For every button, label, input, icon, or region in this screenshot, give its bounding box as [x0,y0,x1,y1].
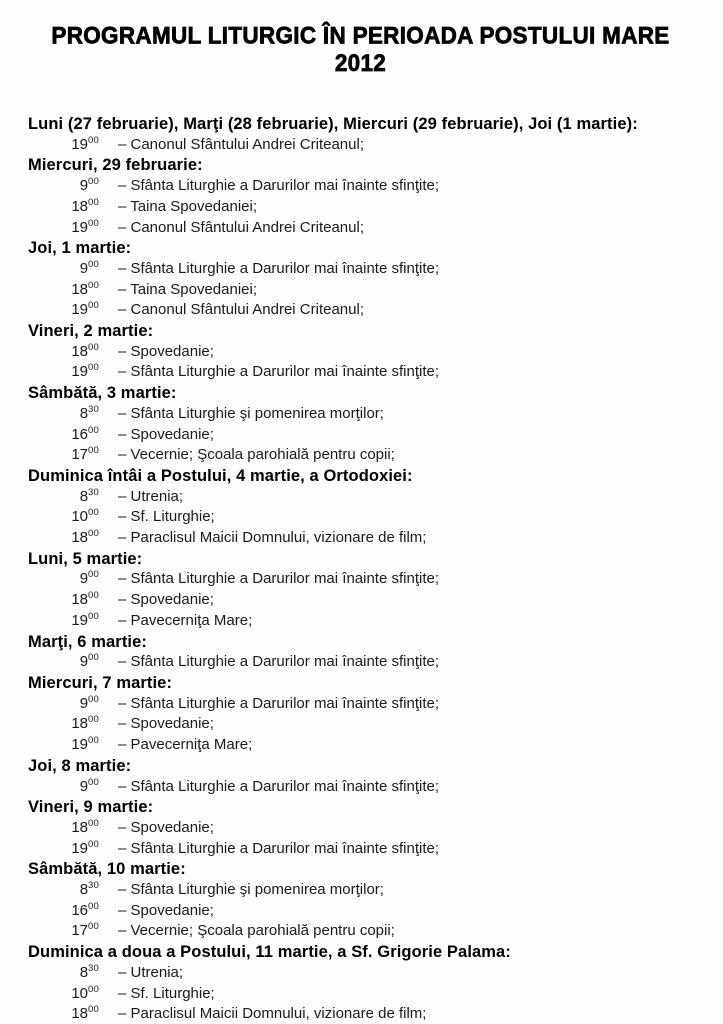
entry-time [28,445,99,466]
entry-minutes: 00 [88,279,99,291]
entry-description: – Sfânta Liturghie şi pomenirea morţilor; [118,881,384,899]
entry-minutes: 00 [88,590,99,602]
entry-minutes: 00 [88,196,99,208]
entry-minutes: 00 [88,300,99,312]
entry-description: – Sfânta Liturghie a Darurilor mai înainte sfinţite; [118,653,439,671]
entry-minutes: 30 [88,403,99,415]
entry-hour: 18 [71,280,89,298]
entry-minutes: 00 [88,838,99,850]
entry-description: – Canonul Sfântului Andrei Criteanul; [118,301,364,319]
schedule-entry [28,487,693,508]
entry-hour: 19 [71,736,89,754]
entry-hour: 19 [71,839,89,857]
entry-time [28,197,99,218]
schedule-entry [28,362,693,383]
entry-list [28,818,693,859]
entry-hour: 9 [79,777,89,795]
schedule-entry [28,404,693,425]
entry-list [28,777,693,798]
day-heading: Joi, 1 martie: [28,239,132,258]
entry-description: – Taina Spovedaniei; [118,197,257,215]
entry-minutes: 00 [88,362,99,374]
schedule-entry [28,259,693,280]
entry-minutes: 00 [88,900,99,912]
entry-hour: 19 [71,611,89,629]
schedule-entry [28,1004,693,1024]
schedule-entry [28,984,693,1005]
entry-description: – Spovedanie; [118,425,214,443]
entry-hour: 9 [79,694,89,712]
entry-hour: 18 [71,1005,89,1023]
entry-minutes: 00 [88,817,99,829]
entry-description: – Pavecerniţa Mare; [118,736,253,754]
entry-minutes: 00 [88,445,99,457]
entry-description: – Utrenia; [118,487,184,505]
entry-minutes: 00 [88,776,99,788]
entry-description: – Spovedanie; [118,818,214,836]
entry-description: – Sf. Liturghie; [118,508,215,526]
day-heading: Sâmbătă, 10 martie: [28,860,186,879]
entry-time [28,342,99,363]
day-heading: Duminica a doua a Postului, 11 martie, a Sf. Grigorie Palama: [28,943,511,962]
entry-minutes: 00 [88,176,99,188]
schedule-entry [28,901,693,922]
entry-hour: 18 [71,529,89,547]
entry-hour: 18 [71,591,89,609]
schedule-entry [28,425,693,446]
entry-description: – Pavecerniţa Mare; [118,611,253,629]
entry-hour: 8 [79,881,89,899]
entry-hour: 8 [79,404,89,422]
entry-time [28,507,99,528]
schedule-entry [28,652,693,673]
entry-hour: 18 [71,715,89,733]
entry-list [28,487,693,549]
schedule-entry [28,176,693,197]
entry-hour: 18 [71,342,89,360]
entry-list [28,135,693,156]
schedule-entry [28,507,693,528]
entry-time [28,901,99,922]
entry-minutes: 00 [88,921,99,933]
entry-description: – Utrenia; [118,963,184,981]
day-heading: Joi, 8 martie: [28,756,132,775]
entry-time [28,590,99,611]
entry-time [28,652,99,673]
entry-hour: 9 [79,570,89,588]
schedule-section [28,859,693,942]
entry-description: – Canonul Sfântului Andrei Criteanul; [118,218,364,236]
entry-description: – Sfânta Liturghie a Darurilor mai înainte sfinţite; [118,259,439,277]
entry-time [28,528,99,549]
entry-minutes: 00 [88,424,99,436]
schedule-section [28,114,693,155]
entry-description: – Taina Spovedaniei; [118,280,257,298]
schedule-entry [28,197,693,218]
entry-minutes: 00 [88,983,99,995]
schedule-entry [28,569,693,590]
entry-hour: 9 [79,177,89,195]
entry-minutes: 00 [88,217,99,229]
entry-description: – Sfânta Liturghie a Darurilor mai înainte sfinţite; [118,839,439,857]
entry-time [28,280,99,301]
entry-description: – Sfânta Liturghie a Darurilor mai înainte sfinţite; [118,694,439,712]
entry-minutes: 00 [88,569,99,581]
schedule-entry [28,921,693,942]
day-heading: Miercuri, 29 februarie: [28,156,203,175]
entry-time [28,818,99,839]
schedule-entry [28,528,693,549]
schedule-entry [28,135,693,156]
entry-time [28,259,99,280]
schedule-entry [28,714,693,735]
schedule-section [28,321,693,383]
entry-list [28,342,693,383]
entry-time [28,777,99,798]
entry-minutes: 00 [88,1004,99,1016]
entry-time [28,362,99,383]
entry-minutes: 00 [88,258,99,270]
entry-hour: 9 [79,259,89,277]
entry-description: – Vecernie; Şcoala parohială pentru copii; [118,446,395,464]
entry-minutes: 00 [88,714,99,726]
schedule-entry [28,963,693,984]
day-heading: Marţi, 6 martie: [28,632,147,651]
entry-description: – Sfânta Liturghie a Darurilor mai înainte sfinţite; [118,570,439,588]
entry-description: – Spovedanie; [118,715,214,733]
entry-list [28,652,693,673]
day-heading: Sâmbătă, 3 martie: [28,384,177,403]
day-heading: Vineri, 2 martie: [28,322,154,341]
entry-hour: 16 [71,425,89,443]
entry-hour: 19 [71,363,89,381]
entry-description: – Sfânta Liturghie şi pomenirea morţilor; [118,404,384,422]
entry-hour: 18 [71,197,89,215]
schedule-section [28,466,693,549]
entry-time [28,218,99,239]
entry-hour: 19 [71,301,89,319]
day-heading: Luni, 5 martie: [28,549,143,568]
entry-time [28,300,99,321]
schedule-entry [28,611,693,632]
schedule-entry [28,218,693,239]
schedule-entry [28,445,693,466]
entry-time [28,135,99,156]
entry-list [28,176,693,238]
entry-time [28,611,99,632]
entry-hour: 8 [79,487,89,505]
entry-description: – Sf. Liturghie; [118,984,215,1002]
schedule-section [28,673,693,756]
entry-description: – Sfânta Liturghie a Darurilor mai înainte sfinţite; [118,777,439,795]
entry-list [28,404,693,466]
schedule-section [28,155,693,238]
entry-minutes: 00 [88,693,99,705]
entry-minutes: 00 [88,610,99,622]
schedule [28,114,693,1024]
entry-time [28,839,99,860]
entry-time [28,487,99,508]
schedule-entry [28,280,693,301]
schedule-entry [28,818,693,839]
entry-hour: 10 [71,508,89,526]
entry-hour: 17 [71,922,89,940]
entry-time [28,694,99,715]
schedule-entry [28,694,693,715]
schedule-entry [28,590,693,611]
entry-time [28,921,99,942]
schedule-section [28,632,693,673]
entry-list [28,259,693,321]
entry-minutes: 30 [88,486,99,498]
entry-time [28,963,99,984]
schedule-section [28,238,693,321]
entry-hour: 16 [71,901,89,919]
day-heading: Duminica întâi a Postului, 4 martie, a Ortodoxiei: [28,466,413,485]
document-title: PROGRAMUL LITURGIC ÎN PERIOADA POSTULUI MARE 2012 [51,22,670,77]
schedule-entry [28,342,693,363]
entry-minutes: 00 [88,341,99,353]
schedule-entry [28,777,693,798]
entry-minutes: 00 [88,134,99,146]
entry-time [28,735,99,756]
schedule-section [28,383,693,466]
schedule-entry [28,839,693,860]
entry-hour: 8 [79,963,89,981]
day-heading: Miercuri, 7 martie: [28,673,173,692]
entry-time [28,984,99,1005]
entry-minutes: 30 [88,962,99,974]
day-heading: Vineri, 9 martie: [28,798,154,817]
entry-hour: 10 [71,984,89,1002]
entry-list [28,694,693,756]
schedule-entry [28,880,693,901]
entry-hour: 17 [71,446,89,464]
entry-time [28,714,99,735]
entry-time [28,1004,99,1024]
entry-list [28,963,693,1024]
entry-hour: 9 [79,653,89,671]
entry-time [28,404,99,425]
schedule-section [28,549,693,632]
entry-time [28,176,99,197]
schedule-section [28,756,693,797]
entry-minutes: 00 [88,528,99,540]
entry-minutes: 00 [88,652,99,664]
day-heading: Luni (27 februarie), Marţi (28 februarie), Miercuri (29 februarie), Joi (1 martie): [28,115,638,133]
entry-description: – Paraclisul Maicii Domnului, vizionare de film; [118,529,427,547]
entry-time [28,425,99,446]
entry-list [28,569,693,631]
schedule-section [28,797,693,859]
entry-hour: 18 [71,818,89,836]
entry-time [28,880,99,901]
entry-description: – Paraclisul Maicii Domnului, vizionare de film; [118,1005,427,1023]
entry-description: – Sfânta Liturghie a Darurilor mai înainte sfinţite; [118,363,439,381]
entry-minutes: 00 [88,507,99,519]
entry-minutes: 30 [88,880,99,892]
entry-hour: 19 [71,218,89,236]
entry-description: – Spovedanie; [118,591,214,609]
entry-hour: 19 [71,135,89,153]
entry-minutes: 00 [88,735,99,747]
entry-description: – Spovedanie; [118,901,214,919]
entry-description: – Spovedanie; [118,342,214,360]
entry-description: – Vecernie; Şcoala parohială pentru copii; [118,922,395,940]
entry-description: – Sfânta Liturghie a Darurilor mai înainte sfinţite; [118,177,439,195]
entry-time [28,569,99,590]
entry-description: – Canonul Sfântului Andrei Criteanul; [118,135,364,153]
schedule-section [28,942,693,1024]
schedule-entry [28,300,693,321]
entry-list [28,880,693,942]
schedule-entry [28,735,693,756]
